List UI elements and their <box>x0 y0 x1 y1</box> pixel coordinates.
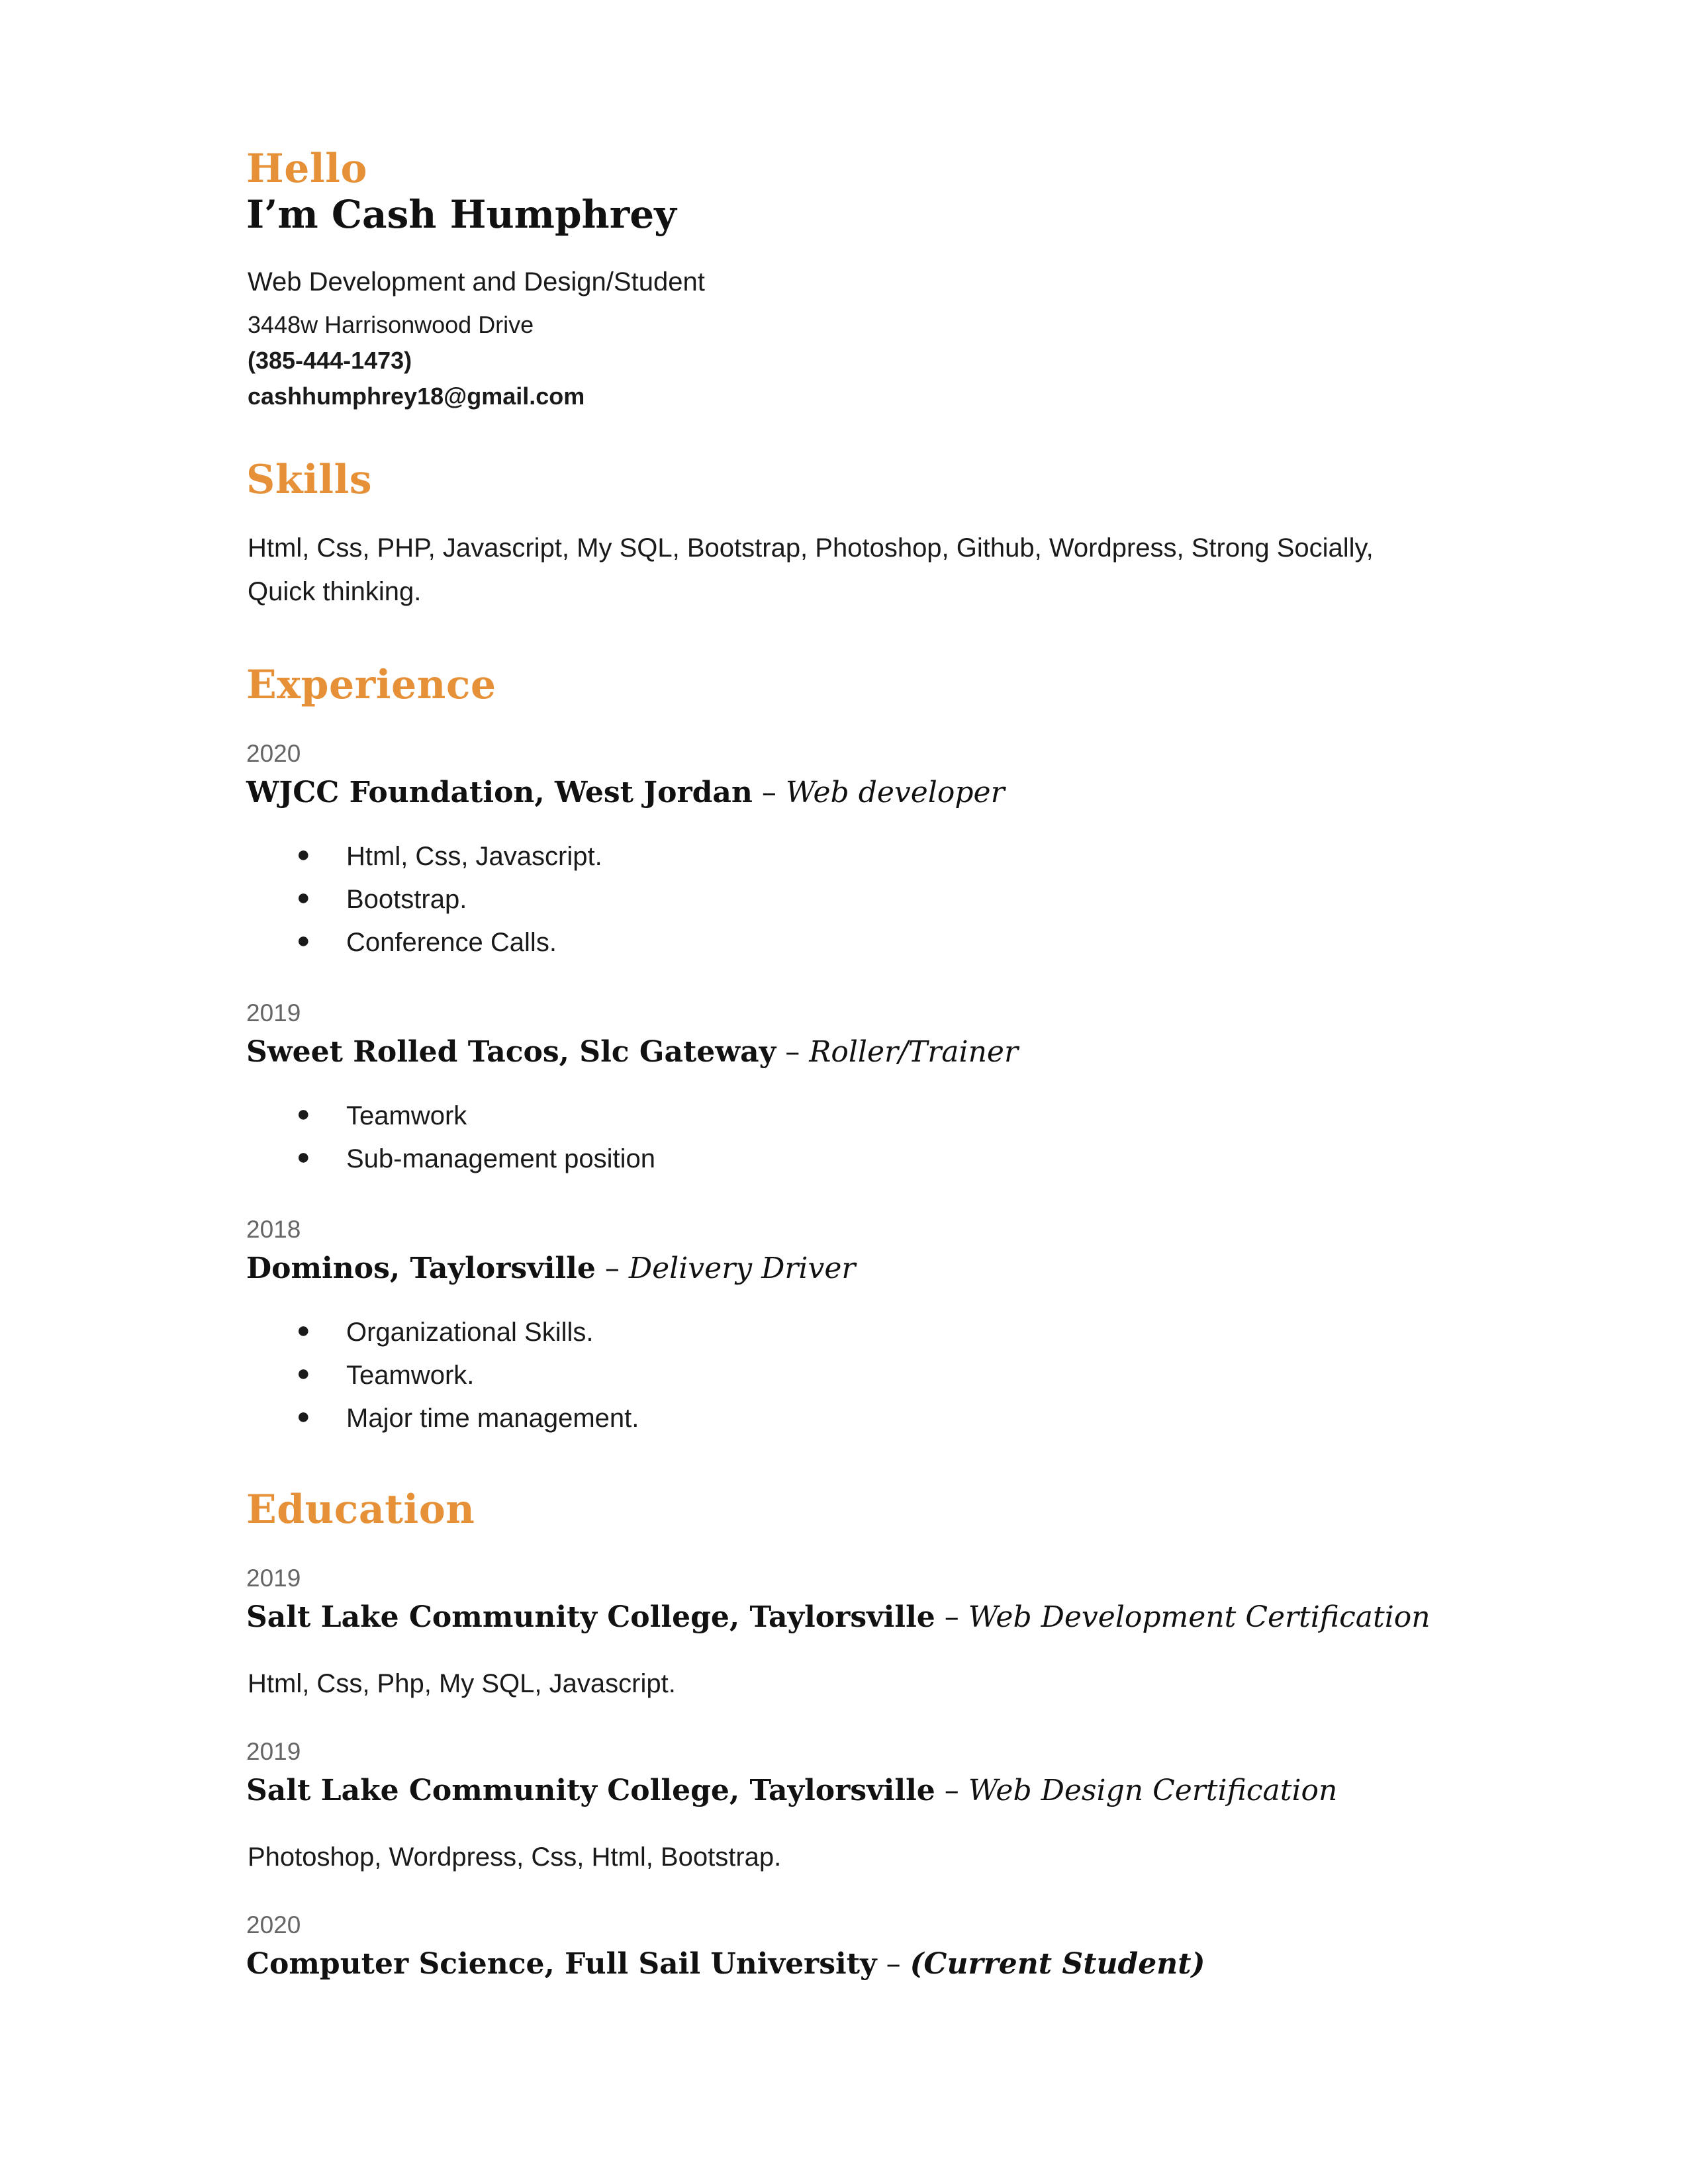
job-org: Sweet Rolled Tacos, Slc Gateway <box>246 1035 776 1069</box>
separator: – <box>935 1774 968 1807</box>
education-title-line <box>246 1947 1205 1981</box>
greeting-heading: Hello <box>246 146 367 192</box>
phone: (385-444-1473) <box>248 347 412 374</box>
job-title-line <box>246 1035 1018 1069</box>
list-item-text: Html, Css, Javascript. <box>346 842 602 871</box>
bullet-icon: ● <box>297 928 310 953</box>
job-role: Web developer <box>785 776 1005 809</box>
list-item-text: Organizational Skills. <box>346 1318 594 1347</box>
job-title-line <box>246 1251 855 1285</box>
education-program: Web Development Certification <box>968 1600 1430 1634</box>
job-year: 2019 <box>246 999 301 1026</box>
education-program: Web Design Certification <box>968 1774 1338 1807</box>
list-item-text: Sub-management position <box>346 1144 655 1173</box>
bullet-icon: ● <box>297 1361 310 1386</box>
list-item-text: Teamwork. <box>346 1361 475 1390</box>
education-org: Salt Lake Community College, Taylorsville <box>246 1774 935 1807</box>
list-item <box>297 885 892 918</box>
separator: – <box>776 1035 810 1069</box>
job-title-line <box>246 776 1005 809</box>
skills-line-2: Quick thinking. <box>248 577 422 606</box>
list-item <box>297 842 892 875</box>
education-year: 2020 <box>246 1911 301 1938</box>
list-item <box>297 1318 892 1351</box>
job-role: Roller/Trainer <box>809 1035 1018 1069</box>
bullet-icon: ● <box>297 842 310 867</box>
separator: – <box>752 776 786 809</box>
list-item <box>297 1101 892 1134</box>
education-year: 2019 <box>246 1738 301 1765</box>
list-item-text: Teamwork <box>346 1101 467 1130</box>
list-item-text: Conference Calls. <box>346 928 557 957</box>
job-year: 2018 <box>246 1216 301 1243</box>
address: 3448w Harrisonwood Drive <box>248 311 534 338</box>
list-item-text: Bootstrap. <box>346 885 467 914</box>
education-org: Computer Science, Full Sail University <box>246 1947 877 1981</box>
bullet-icon: ● <box>297 885 310 910</box>
separator: – <box>595 1251 629 1285</box>
job-title: Web Development and Design/Student <box>248 267 705 296</box>
bullet-icon: ● <box>297 1144 310 1169</box>
education-detail: Photoshop, Wordpress, Css, Html, Bootstrap. <box>248 1843 782 1872</box>
list-item-text: Major time management. <box>346 1404 639 1433</box>
job-org: Dominos, Taylorsville <box>246 1251 596 1285</box>
list-item <box>297 1144 892 1177</box>
experience-heading: Experience <box>246 662 496 708</box>
bullet-icon: ● <box>297 1404 310 1429</box>
education-program: (Current Student) <box>910 1947 1205 1981</box>
education-title-line <box>246 1600 1430 1634</box>
bullet-icon: ● <box>297 1318 310 1343</box>
list-item <box>297 1404 892 1437</box>
separator: – <box>876 1947 910 1981</box>
education-org: Salt Lake Community College, Taylorsville <box>246 1600 935 1634</box>
list-item <box>297 928 892 961</box>
bullet-icon: ● <box>297 1101 310 1126</box>
job-role: Delivery Driver <box>628 1251 856 1285</box>
education-year: 2019 <box>246 1565 301 1592</box>
education-detail: Html, Css, Php, My SQL, Javascript. <box>248 1669 676 1698</box>
education-title-line <box>246 1774 1337 1807</box>
separator: – <box>935 1600 968 1634</box>
email: cashhumphrey18@gmail.com <box>248 383 585 410</box>
job-org: WJCC Foundation, West Jordan <box>246 776 753 809</box>
list-item <box>297 1361 892 1394</box>
education-heading: Education <box>246 1486 475 1533</box>
skills-heading: Skills <box>246 457 373 503</box>
skills-line-1: Html, Css, PHP, Javascript, My SQL, Bootstrap, Photoshop, Github, Wordpress, Strong Socially, <box>248 533 1374 563</box>
job-year: 2020 <box>246 740 301 767</box>
name-heading: I’m Cash Humphrey <box>246 192 677 237</box>
